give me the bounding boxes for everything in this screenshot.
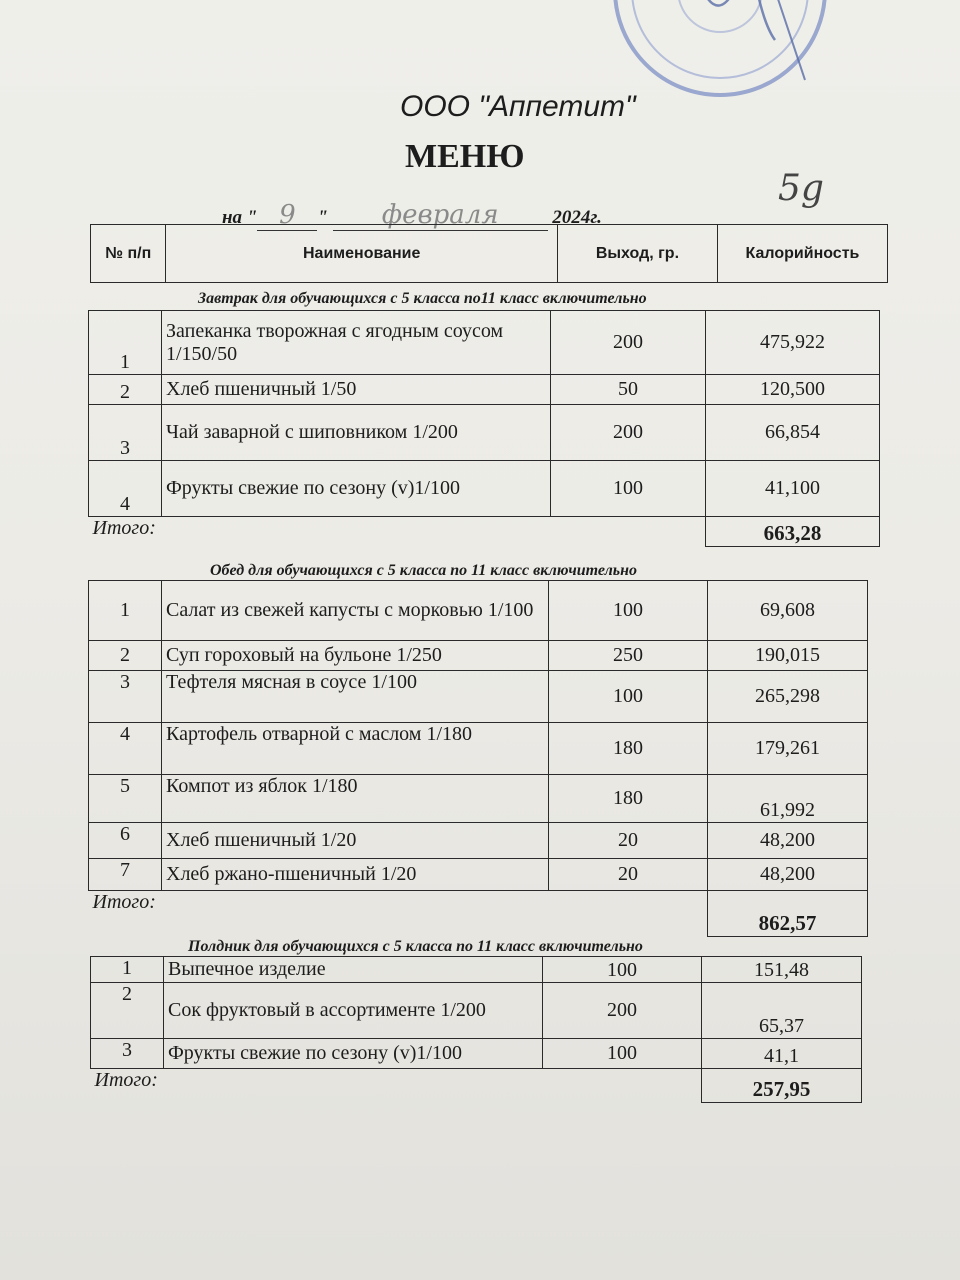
dish-name: Запеканка творожная с ягодным соусом 1/150/50 <box>162 311 551 375</box>
dish-calories: 265,298 <box>708 671 868 723</box>
dish-output: 200 <box>551 405 706 461</box>
total-label: Итого: <box>89 891 708 937</box>
total-row <box>89 517 880 547</box>
dish-output: 250 <box>549 641 708 671</box>
dish-calories: 61,992 <box>708 775 868 823</box>
row-number: 7 <box>89 859 162 891</box>
table-row <box>89 581 868 641</box>
row-number: 2 <box>91 983 164 1039</box>
table-row <box>89 671 868 723</box>
dish-name: Салат из свежей капусты с морковью 1/100 <box>162 581 549 641</box>
total-row <box>89 891 868 937</box>
table-row <box>89 405 880 461</box>
dish-output: 100 <box>551 461 706 517</box>
header-table <box>90 224 888 283</box>
dish-output: 100 <box>549 671 708 723</box>
total-value: 663,28 <box>706 517 880 547</box>
dish-output: 100 <box>549 581 708 641</box>
col-name-header: Наименование <box>166 225 557 283</box>
row-number: 3 <box>91 1039 164 1069</box>
total-value: 257,95 <box>702 1069 862 1103</box>
dish-output: 200 <box>551 311 706 375</box>
dish-name: Сок фруктовый в ассортименте 1/200 <box>164 983 543 1039</box>
dish-calories: 475,922 <box>706 311 880 375</box>
row-number: 2 <box>89 641 162 671</box>
table-row <box>89 723 868 775</box>
row-number: 4 <box>89 723 162 775</box>
dish-name: Компот из яблок 1/180 <box>162 775 549 823</box>
dish-calories: 41,1 <box>702 1039 862 1069</box>
table-row <box>91 1039 862 1069</box>
dish-calories: 41,100 <box>706 461 880 517</box>
row-number: 3 <box>89 671 162 723</box>
dish-name: Суп гороховый на бульоне 1/250 <box>162 641 549 671</box>
table-row <box>91 957 862 983</box>
dish-output: 100 <box>543 1039 702 1069</box>
dish-name: Фрукты свежие по сезону (v)1/100 <box>162 461 551 517</box>
dish-name: Хлеб ржано-пшеничный 1/20 <box>162 859 549 891</box>
table-row <box>89 641 868 671</box>
row-number: 1 <box>89 581 162 641</box>
dish-calories: 190,015 <box>708 641 868 671</box>
table-row <box>89 775 868 823</box>
dish-name: Фрукты свежие по сезону (v)1/100 <box>164 1039 543 1069</box>
snack-table <box>90 956 862 1103</box>
table-row <box>91 983 862 1039</box>
dish-calories: 65,37 <box>702 983 862 1039</box>
dish-calories: 66,854 <box>706 405 880 461</box>
round-seal-stamp <box>600 0 840 110</box>
breakfast-section-title: Завтрак для обучающихся с 5 класса по11 класс включительно <box>198 290 647 307</box>
row-number: 4 <box>89 461 162 517</box>
dish-calories: 120,500 <box>706 375 880 405</box>
page-title: МЕНЮ <box>405 138 525 175</box>
lunch-section-title: Обед для обучающихся с 5 класса по 11 класс включительно <box>210 562 637 579</box>
dish-output: 180 <box>549 775 708 823</box>
dish-name: Выпечное изделие <box>164 957 543 983</box>
dish-output: 20 <box>549 823 708 859</box>
date-sep: " <box>317 207 328 228</box>
col-number-header: № п/п <box>91 225 166 283</box>
row-number: 3 <box>89 405 162 461</box>
handwritten-note: 5g <box>778 168 824 209</box>
table-row <box>89 461 880 517</box>
dish-output: 20 <box>549 859 708 891</box>
organization-name: ООО "Аппетит" <box>400 90 636 123</box>
breakfast-table <box>88 310 880 547</box>
row-number: 1 <box>89 311 162 375</box>
col-calories-header: Калорийность <box>717 225 887 283</box>
dish-calories: 69,608 <box>708 581 868 641</box>
dish-name: Хлеб пшеничный 1/20 <box>162 823 549 859</box>
dish-output: 180 <box>549 723 708 775</box>
col-output-header: Выход, гр. <box>557 225 717 283</box>
dish-name: Картофель отварной с маслом 1/180 <box>162 723 549 775</box>
table-row <box>89 311 880 375</box>
dish-output: 50 <box>551 375 706 405</box>
dish-calories: 48,200 <box>708 823 868 859</box>
date-month: февраля <box>333 200 548 231</box>
dish-calories: 48,200 <box>708 859 868 891</box>
lunch-table <box>88 580 868 937</box>
row-number: 5 <box>89 775 162 823</box>
table-row <box>89 375 880 405</box>
dish-calories: 151,48 <box>702 957 862 983</box>
date-year: 2024г. <box>552 207 602 228</box>
row-number: 6 <box>89 823 162 859</box>
total-label: Итого: <box>89 517 706 547</box>
dish-output: 200 <box>543 983 702 1039</box>
table-row <box>89 823 868 859</box>
row-number: 1 <box>91 957 164 983</box>
snack-section-title: Полдник для обучающихся с 5 класса по 11 класс включительно <box>188 938 643 955</box>
total-row <box>91 1069 862 1103</box>
total-value: 862,57 <box>708 891 868 937</box>
dish-name: Чай заварной с шиповником 1/200 <box>162 405 551 461</box>
date-prefix: на " <box>222 207 258 228</box>
dish-calories: 179,261 <box>708 723 868 775</box>
dish-name: Хлеб пшеничный 1/50 <box>162 375 551 405</box>
total-label: Итого: <box>91 1069 702 1103</box>
date-day: 9 <box>257 200 317 231</box>
row-number: 2 <box>89 375 162 405</box>
dish-name: Тефтеля мясная в соусе 1/100 <box>162 671 549 723</box>
table-row <box>89 859 868 891</box>
dish-output: 100 <box>543 957 702 983</box>
